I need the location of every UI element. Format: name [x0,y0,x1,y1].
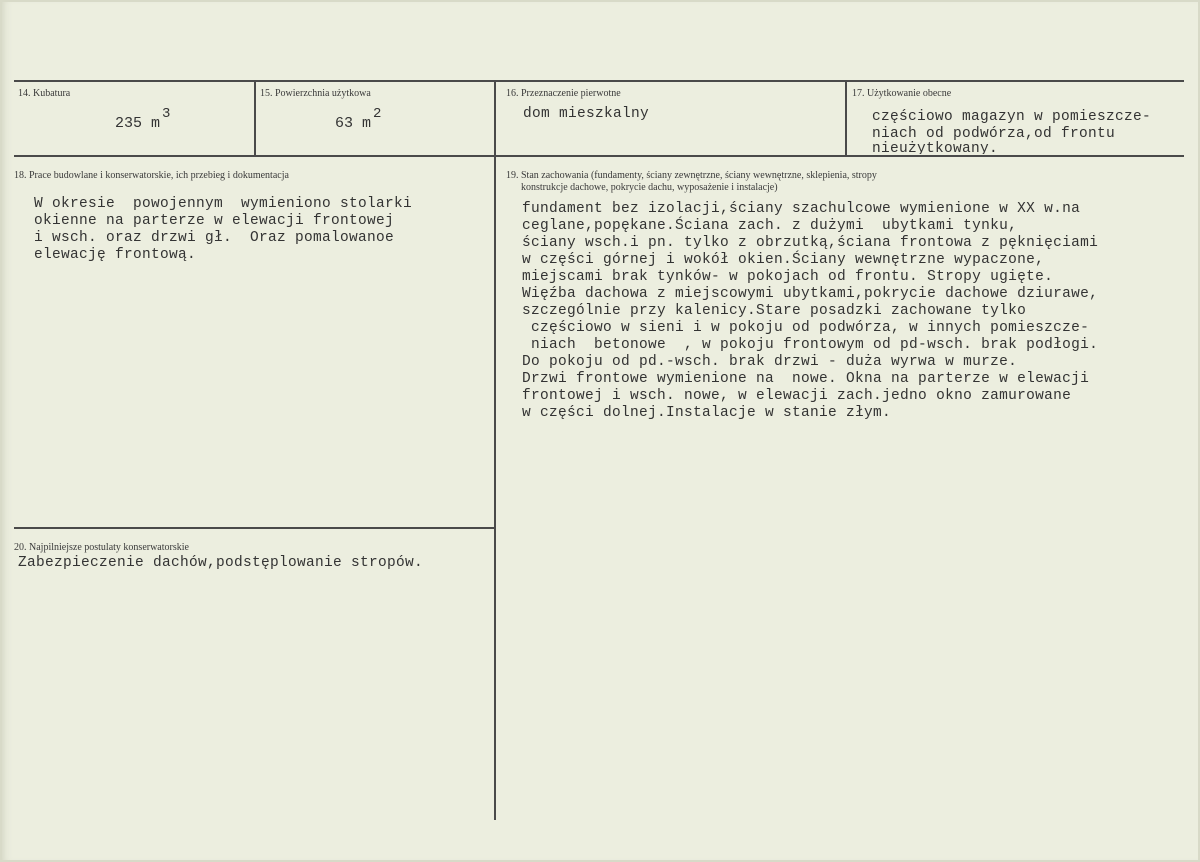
divider-15-16 [494,80,496,820]
field-15-value [335,106,382,132]
field-19-line-12: frontowej i wsch. nowe, w elewacji zach.jedno okno zamurowane [522,388,1072,404]
field-14-exponent: 3 [162,106,171,122]
divider-14-15 [254,80,256,156]
field-17-line-1: częściowo magazyn w pomieszcze- [872,109,1152,125]
middle-rule [14,155,1184,157]
field-16-value: dom mieszkalny [523,106,650,122]
field-19-label-line-1: 19. Stan zachowania (fundamenty, ściany zewnętrzne, ściany wewnętrzne, sklepienia, stropy [506,170,877,181]
field-20-value: Zabezpieczenie dachów,podstęplowanie stropów. [18,555,424,571]
field-19-line-3: ściany wsch.i pn. tylko z obrzutką,ściana frontowa z pęknięciami [522,235,1099,251]
field-16-label: 16. Przeznaczenie pierwotne [506,88,621,99]
field-14-number: 235 m [115,115,161,132]
left-lower-rule [14,527,494,529]
field-19-line-9: niach betonowe , w pokoju frontowym od pd-wsch. brak podłogi. [522,337,1099,353]
field-18-line-1: W okresie powojennym wymieniono stolarki [34,196,413,212]
field-18-line-3: i wsch. oraz drzwi gł. Oraz pomalowanoe [34,230,395,246]
field-15-number: 63 m [335,115,372,132]
field-17-line-3: nieużytkowany. [872,141,999,154]
field-19-line-6: Więźba dachowa z miejscowymi ubytkami,pokrycie dachowe dziurawe, [522,286,1099,302]
field-19-line-7: szczególnie przy kalenicy.Stare posadzki zachowane tylko [522,303,1027,319]
field-15-exponent: 2 [373,106,382,122]
field-19-line-4: w części górnej i wokół okien.Ściany wewnętrzne wypaczone, [522,252,1045,268]
field-19-line-10: Do pokoju od pd.-wsch. brak drzwi - duża wyrwa w murze. [522,354,1018,370]
divider-16-17 [845,80,847,156]
field-17-line-2: niach od podwórza,od frontu [872,126,1116,142]
field-19-label-line-2: konstrukcje dachowe, pokrycie dachu, wyposażenie i instalacje) [521,182,778,193]
field-14-value [115,106,171,132]
field-15-label: 15. Powierzchnia użytkowa [260,88,371,99]
field-19-line-11: Drzwi frontowe wymienione na nowe. Okna na parterze w elewacji [522,371,1090,387]
field-19-line-8: częściowo w sieni i w pokoju od podwórza, w innych pomieszcze- [522,320,1090,336]
field-18-line-2: okienne na parterze w elewacji frontowej [34,213,395,229]
top-rule [14,80,1184,82]
field-19-line-5: miejscami brak tynków- w pokojach od frontu. Stropy ugięte. [522,269,1054,285]
field-18-label: 18. Prace budowlane i konserwatorskie, ich przebieg i dokumentacja [14,170,289,181]
field-19-line-2: ceglane,popękane.Ściana zach. z dużymi ubytkami tynku, [522,218,1018,234]
field-20-label: 20. Najpilniejsze postulaty konserwatorskie [14,542,189,553]
field-14-label: 14. Kubatura [18,88,71,99]
field-19-line-13: w części dolnej.Instalacje w stanie złym. [522,405,892,421]
field-17-label: 17. Użytkowanie obecne [852,88,952,99]
field-18-line-4: elewację frontową. [34,247,197,263]
field-19-line-1: fundament bez izolacji,ściany szachulcowe wymienione w XX w.na [522,201,1081,217]
